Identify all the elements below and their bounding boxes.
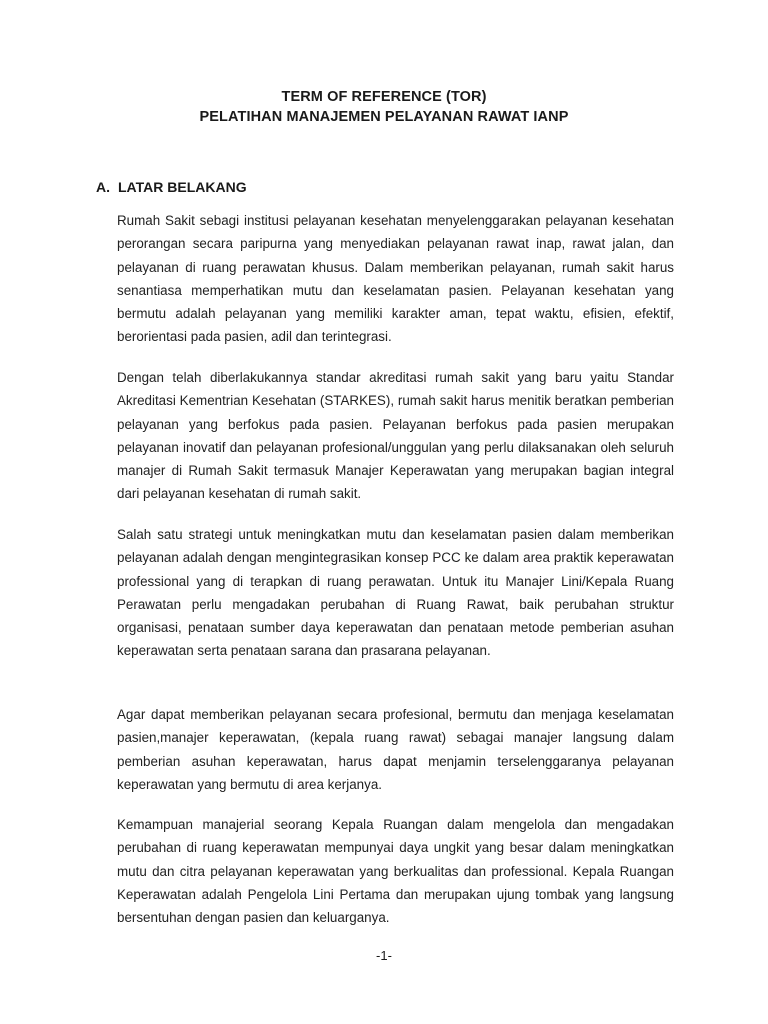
page-number: -1- <box>376 948 392 963</box>
paragraph-4: Agar dapat memberikan pelayanan secara profesional, bermutu dan menjaga keselamatan pasien,manajer keperawatan, (kepala ruang rawat) sebagai manajer langsung dalam pemberian asuhan keperawatan, harus dapat menjamin terselenggaranya pelayanan keperawatan yang bermutu di area kerjanya. <box>117 707 674 792</box>
document-title <box>0 87 768 127</box>
paragraph-2: Dengan telah diberlakukannya standar akreditasi rumah sakit yang baru yaitu Standar Akreditasi Kementrian Kesehatan (STARKES), rumah sakit harus menitik beratkan pemberian pelayanan yang berfokus pada pasien. Pelayanan berfokus pada pasien merupakan pelayanan inovatif dan pelayanan profesional/unggulan yang perlu dilaksanakan oleh seluruh manajer di Rumah Sakit termasuk Manajer Keperawatan yang merupakan bagian integral dari pelayanan kesehatan di rumah sakit. <box>117 370 674 502</box>
section-heading <box>96 177 247 197</box>
paragraph-5: Kemampuan manajerial seorang Kepala Ruangan dalam mengelola dan mengadakan perubahan di ruang keperawatan mempunyai daya ungkit yang besar dalam meningkatkan mutu dan citra pelayanan keperawatan yang berkualitas dan professional. Kepala Ruangan Keperawatan adalah Pengelola Lini Pertama dan merupakan ujung tombak yang langsung bersentuhan dengan pasien dan keluarganya. <box>117 817 674 926</box>
title-line-2: PELATIHAN MANAJEMEN PELAYANAN RAWAT IANP <box>199 109 569 125</box>
section-number: A. <box>96 179 110 195</box>
section-title: LATAR BELAKANG <box>118 179 247 195</box>
title-line-1: TERM OF REFERENCE (TOR) <box>281 89 487 105</box>
paragraph-1: Rumah Sakit sebagi institusi pelayanan kesehatan menyelenggarakan pelayanan kesehatan perorangan secara paripurna yang menyediakan pelayanan rawat inap, rawat jalan, dan pelayanan di ruang perawatan khusus. Dalam memberikan pelayanan, rumah sakit harus senantiasa memperhatikan mutu dan keselamatan pasien. Pelayanan kesehatan yang bermutu adalah pelayanan yang memiliki karakter aman, tepat waktu, efisien, efektif, berorientasi pada pasien, adil dan terintegrasi. <box>117 213 674 345</box>
paragraph-3: Salah satu strategi untuk meningkatkan mutu dan keselamatan pasien dalam memberikan pelayanan adalah dengan mengintegrasikan konsep PCC ke dalam area praktik keperawatan professional yang di terapkan di ruang perawatan. Untuk itu Manajer Lini/Kepala Ruang Perawatan perlu mengadakan perubahan di Ruang Rawat, baik perubahan struktur organisasi, penataan sumber daya keperawatan dan penataan metode pemberian asuhan keperawatan serta penataan sarana dan prasarana pelayanan. <box>117 527 674 659</box>
